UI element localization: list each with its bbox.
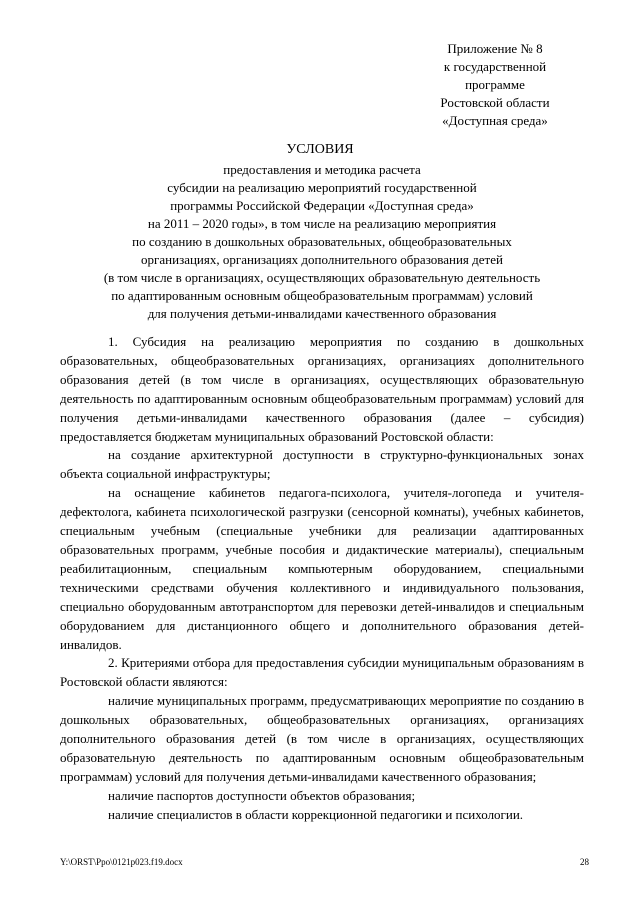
paragraph: на создание архитектурной доступности в структурно-функциональных зонах объекта социальной инфраструктуры;: [60, 447, 584, 482]
subtitle-line: по адаптированным основным общеобразовательным программам) условий: [111, 288, 533, 303]
subtitle-line: на 2011 – 2020 годы», в том числе на реализацию мероприятия: [147, 216, 497, 231]
subtitle-line: по созданию в дошкольных образовательных, общеобразовательных: [132, 234, 512, 249]
subtitle-line: для получения детьми-инвалидами качественного образования: [147, 306, 497, 321]
paragraph: наличие паспортов доступности объектов образования;: [108, 787, 416, 803]
document-body: [60, 333, 584, 825]
appendix-header: [419, 40, 571, 130]
subtitle-line: программы Российской Федерации «Доступная среда»: [170, 198, 474, 213]
appendix-line: «Доступная среда»: [442, 113, 548, 128]
paragraph: наличие специалистов в области коррекционной педагогики и психологии.: [108, 806, 524, 822]
document-subtitle: [60, 161, 584, 323]
appendix-line: к государственной: [443, 59, 547, 74]
subtitle-line: субсидии на реализацию мероприятий государственной: [167, 180, 477, 195]
paragraph: 2. Критериями отбора для предоставления субсидии муниципальным образованиям в Ростовской области являются:: [60, 655, 584, 690]
appendix-line: программе: [465, 77, 525, 92]
paragraph: 1. Субсидия на реализацию мероприятия по созданию в дошкольных образовательных, общеобразовательных организациях, организациях дополнительного образования детей (в том числе в организациях, осуществляющих образовательную деятельность по адаптированным основным общеобразовательным программам) условий для получения детьми-инвалидами качественного образования (далее – субсидия) предоставляется бюджетам муниципальных образований Ростовской области:: [60, 334, 584, 444]
footer-file-path: Y:\ORST\Ppo\0121p023.f19.docx: [60, 857, 183, 867]
page-number: 28: [580, 857, 589, 867]
appendix-line: Приложение № 8: [447, 41, 543, 56]
document-title: УСЛОВИЯ: [286, 142, 354, 157]
subtitle-line: (в том числе в организациях, осуществляющих образовательную деятельность: [103, 270, 541, 285]
appendix-line: Ростовской области: [440, 95, 550, 110]
subtitle-line: предоставления и методика расчета: [223, 162, 421, 177]
paragraph: на оснащение кабинетов педагога-психолога, учителя-логопеда и учителя-дефектолога, кабинета психологической разгрузки (сенсорной комнаты), учебных кабинетов, специальным учебным (специальные учебники для реализации адаптированных образовательных программ, учебные пособия и дидактические материалы), специальным реабилитационным, специальным компьютерным оборудованием, специальными техническими средствами обучения коллективного и индивидуального пользования, специально оборудованным автотранспортом для перевозки детей-инвалидов и специальным оборудованием для дистанционного общего и дополнительного образования детей-инвалидов.: [60, 485, 584, 652]
paragraph: наличие муниципальных программ, предусматривающих мероприятие по созданию в дошкольных образовательных, общеобразовательных организациях, организациях дополнительного образования детей (в том числе в организациях, осуществляющих образовательную деятельность по адаптированным основным общеобразовательным программам) условий для получения детьми-инвалидами качественного образования;: [60, 693, 584, 784]
subtitle-line: организациях, организациях дополнительного образования детей: [141, 252, 503, 267]
